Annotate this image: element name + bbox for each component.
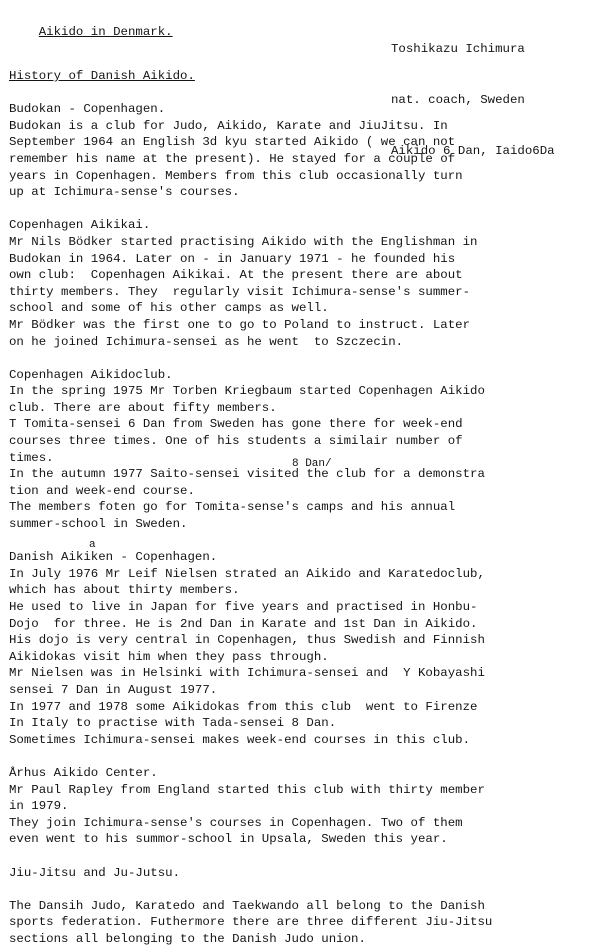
text-line: even went to his summor-school in Upsala, Sweden this year. [9,832,448,847]
text-line: in 1979. [9,799,69,814]
text-line: In the spring 1975 Mr Torben Kriegbaum started Copenhagen Aikido [9,384,485,399]
text-line: Mr Paul Rapley from England started this club with thirty member [9,782,485,797]
section-arhus-aikido-center [9,765,600,848]
text-line: remember his name at the present). He stayed for a couple of [9,151,456,166]
text-line: own club: Copenhagen Aikikai. At the present there are about [9,268,463,283]
section-heading: Århus Aikido Center. [9,765,158,780]
document-title-block [9,7,173,58]
text-line: years in Copenhagen. Members from this club occasionally turn [9,168,463,183]
section-danish-aikiken [9,539,600,748]
author-role: nat. coach, Sweden [391,93,525,107]
text-line: T Tomita-sensei 6 Dan from Sweden has gone there for week-end [9,417,463,432]
section-heading: Danish Aikiken - Copenhagen. [9,550,218,565]
history-heading: History of Danish Aikido. [9,69,195,83]
text-line: In the autumn 1977 Saito-sensei visited the club for a demonstra [9,467,485,482]
text-line: In July 1976 Mr Leif Nielsen strated an Aikido and Karatedoclub, [9,566,485,581]
section-heading: Jiu-Jitsu and Ju-Jutsu. [9,865,181,880]
text-line: He used to live in Japan for five years and practised in Honbu- [9,600,478,614]
text-line: school and some of his other camps as well. [9,301,329,316]
text-line: Aikidokas visit him when they pass through. [9,649,329,664]
text-line: which has about thirty members. [9,583,240,598]
text-line: on he joined Ichimura-sensei as he went to Szczecin. [9,334,404,349]
text-line: In 1977 and 1978 some Aikidokas from this club went to Firenze [9,699,478,714]
text-line: Dojo for three. He is 2nd Dan in Karate and 1st Dan in Aikido. [9,616,478,631]
text-line: club. There are about fifty members. [9,400,277,415]
text-line: up at Ichimura-sense's courses. [9,185,240,200]
author-grades: Aikido 6 Dan, Iaido6Da [391,144,555,158]
text-line: Mr Bödker was the first one to go to Poland to instruct. Later [9,317,471,332]
text-line: thirty members. They regularly visit Ichimura-sense's summer- [9,284,471,299]
text-line: The members foten go for Tomita-sense's camps and his annual [9,500,456,515]
text-line: Budokan in 1964. Later on - in January 1971 - he founded his [9,251,456,266]
text-line: Mr Nils Bödker started practising Aikido with the Englishman in [9,234,478,249]
text-line: His dojo is very central in Copenhagen, thus Swedish and Finnish [9,633,485,648]
section-sports-federation [9,898,600,947]
text-line: Sometimes Ichimura-sensei makes week-end courses in this club. [9,732,471,747]
text-line: Budokan is a club for Judo, Aikido, Karate and JiuJitsu. In [9,118,448,133]
text-line: sections all belonging to the Danish Judo union. [9,931,366,946]
section-copenhagen-aikikai [9,217,600,350]
handwritten-annotation: a [89,539,96,552]
text-line: September 1964 an English 3d kyu started Aikido ( we can not [9,135,456,150]
text-line: The Dansih Judo, Karatedo and Taekwando all belong to the Danish [9,898,485,913]
text-line: Mr Nielsen was in Helsinki with Ichimura-sensei and Y Kobayashi [9,666,485,681]
section-heading: Copenhagen Aikidoclub. [9,367,173,382]
text-line: In Italy to practise with Tada-sensei 8 Dan. [9,716,337,731]
section-budokan [9,101,600,201]
section-jiu-jitsu [9,865,600,882]
handwritten-annotation: 8 Dan/ [292,457,332,470]
section-copenhagen-aikidoclub [9,367,600,533]
text-line: sports federation. Futhermore there are three different Jiu-Jitsu [9,915,493,930]
section-heading: Copenhagen Aikikai. [9,218,151,233]
text-line: tion and week-end course. [9,483,195,498]
text-line: times. [9,450,54,465]
text-line: They join Ichimura-sense's courses in Copenhagen. Two of them [9,815,463,830]
section-heading: Budokan - Copenhagen. [9,102,166,117]
document-title: Aikido in Denmark. [38,25,173,39]
author-name: Toshikazu Ichimura [391,42,525,56]
text-line: sensei 7 Dan in August 1977. [9,682,218,697]
text-line: courses three times. One of his students a similair number of [9,434,463,449]
document-body [9,68,600,947]
text-line: summer-school in Sweden. [9,517,188,532]
